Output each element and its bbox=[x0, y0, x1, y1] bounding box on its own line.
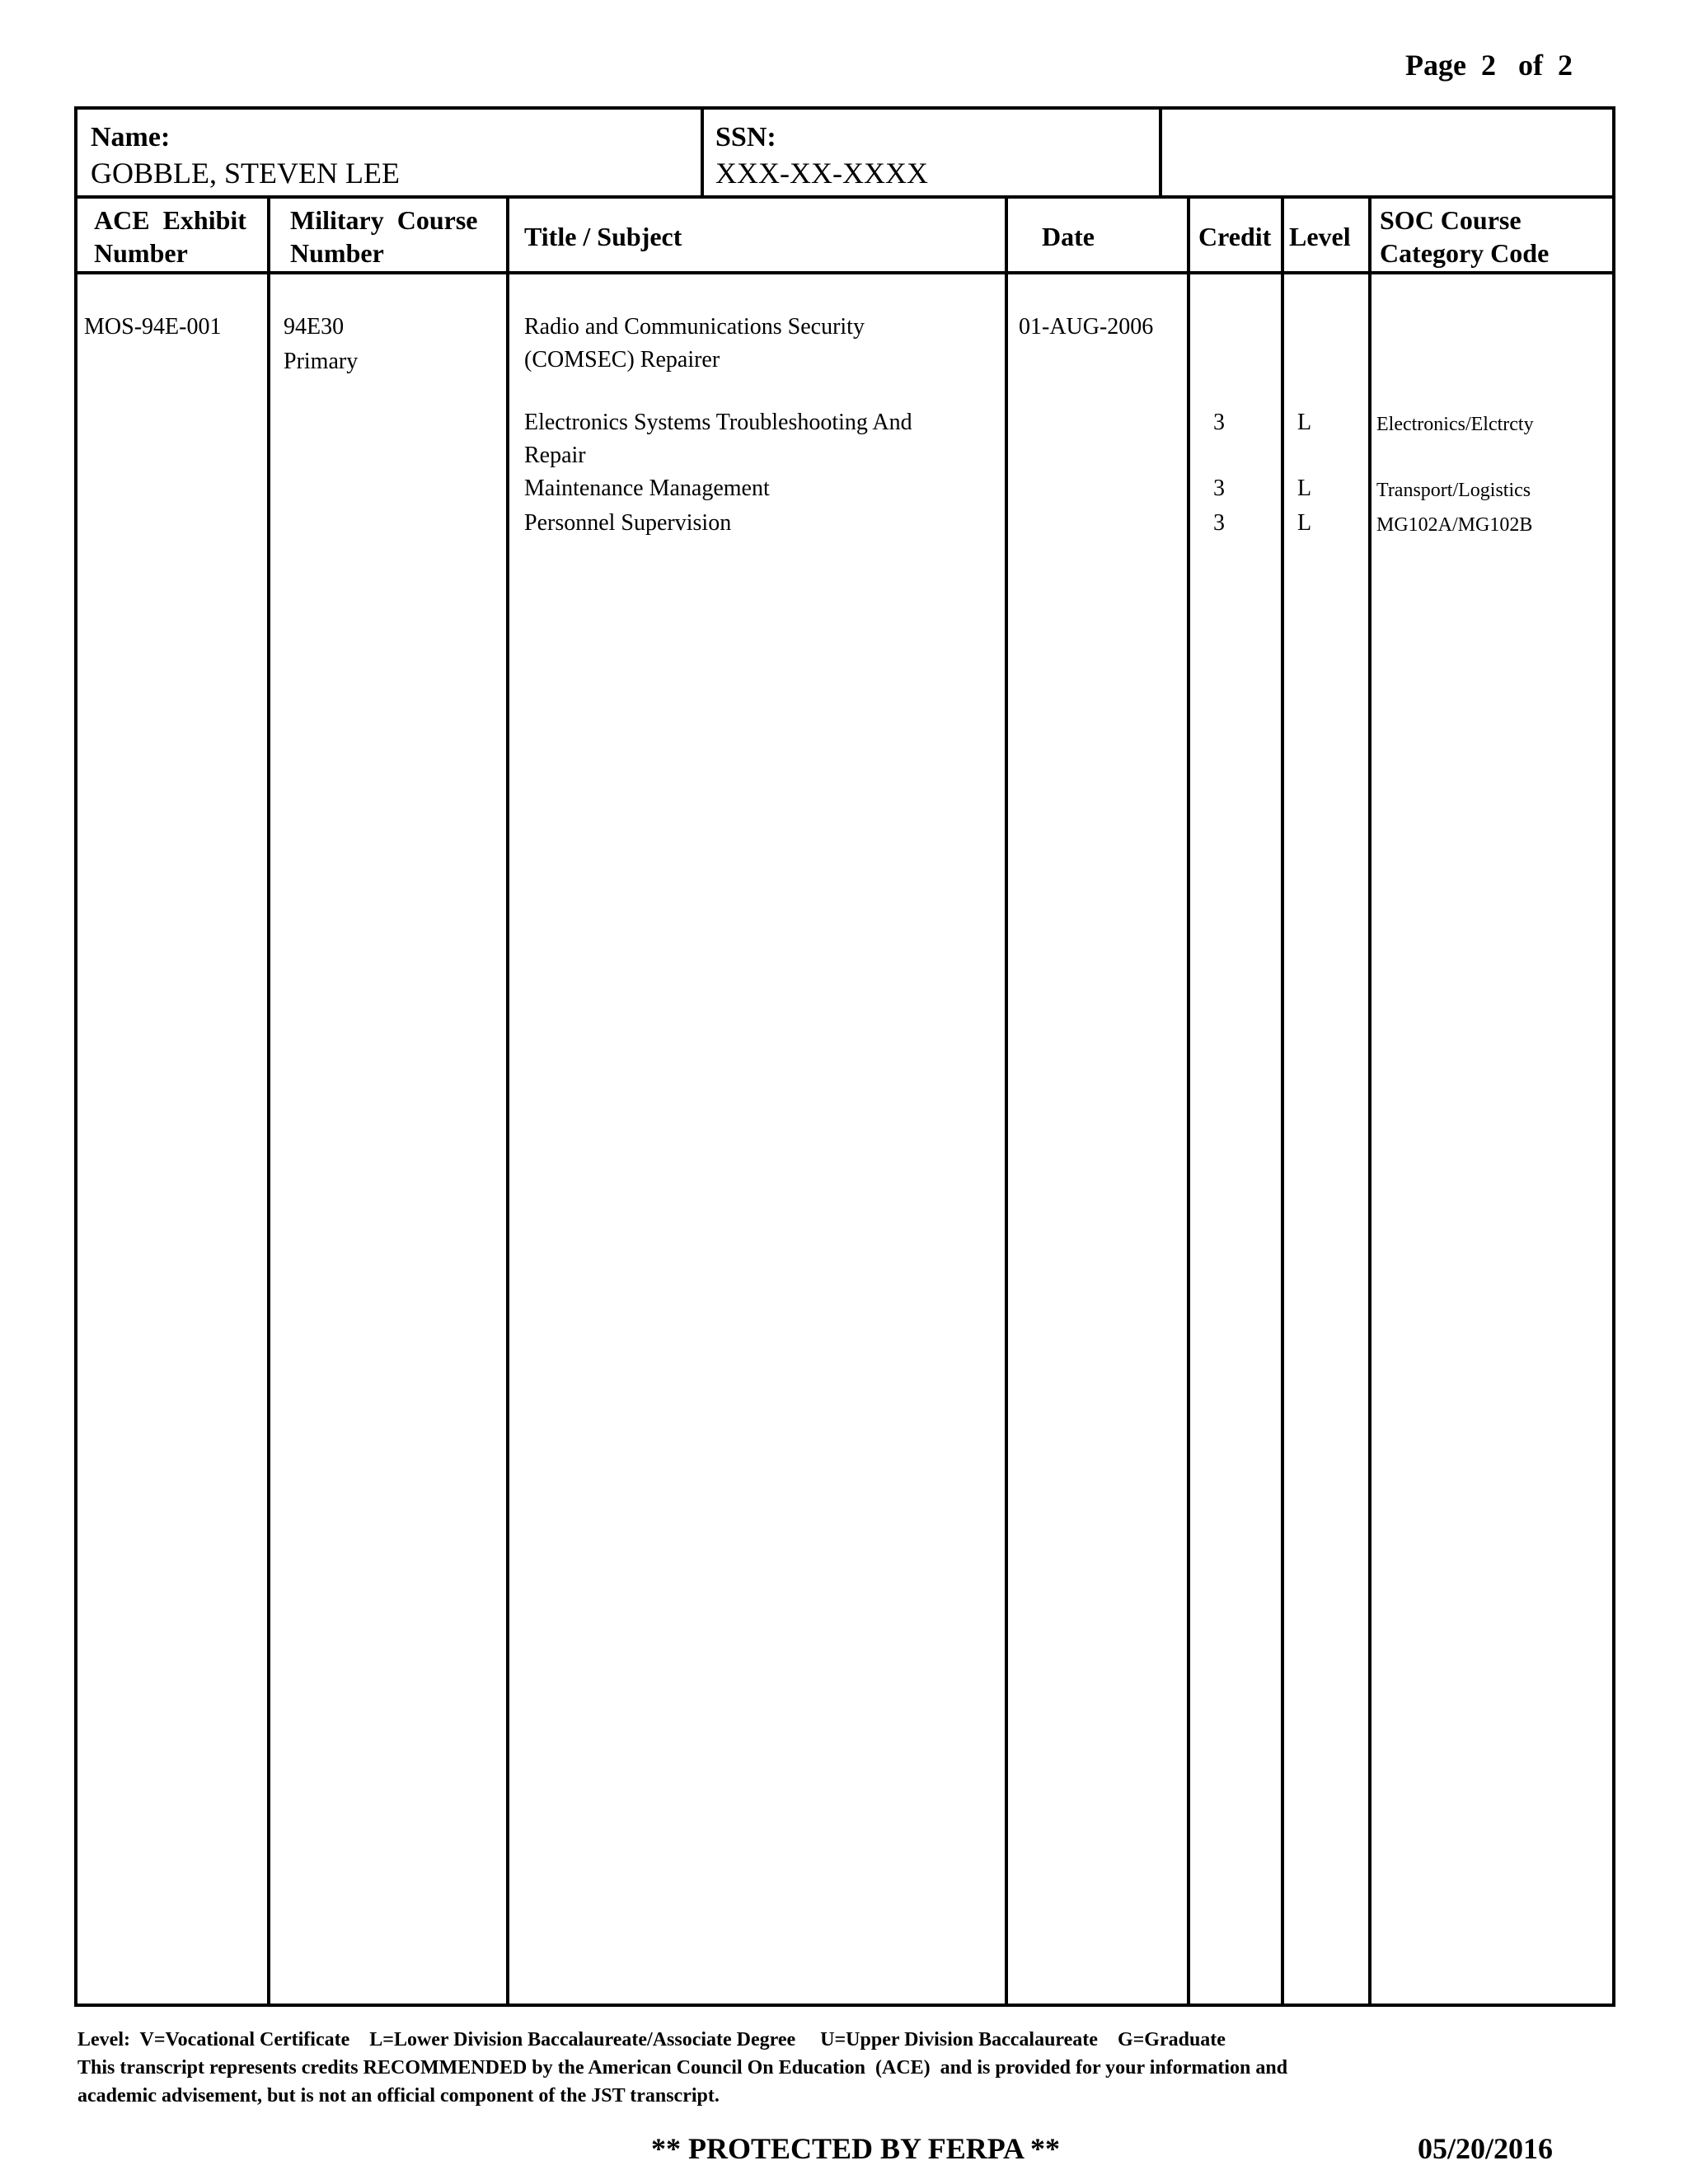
print-date: 05/20/2016 bbox=[1418, 2132, 1554, 2165]
ace-exhibit-number: MOS-94E-001 bbox=[84, 314, 222, 340]
transcript-table bbox=[74, 106, 1615, 2007]
subject-soc-code: Electronics/Elctrcty bbox=[1376, 414, 1534, 435]
col-level: Level bbox=[1289, 222, 1351, 251]
ferpa-notice: ** PROTECTED BY FERPA ** bbox=[651, 2132, 1061, 2165]
subject-soc-code: Transport/Logistics bbox=[1376, 480, 1531, 501]
page-total: 2 bbox=[1558, 49, 1573, 82]
subject-soc-code: MG102A/MG102B bbox=[1376, 514, 1533, 536]
divider-credit-level bbox=[1281, 195, 1284, 2004]
subject-level: L bbox=[1297, 510, 1312, 536]
name-cell bbox=[77, 110, 704, 195]
divider-title-date bbox=[1005, 195, 1008, 2004]
ssn-value: XXX-XX-XXXX bbox=[715, 157, 928, 190]
col-mil-line2: Number bbox=[290, 238, 384, 268]
column-header-row bbox=[77, 195, 1612, 274]
military-course-number: 94E30 bbox=[284, 314, 345, 340]
military-course-type: Primary bbox=[284, 349, 359, 374]
col-mil-line1: Military Course bbox=[290, 205, 478, 235]
course-title-line1: Radio and Communications Security bbox=[524, 314, 865, 340]
page-number bbox=[1405, 48, 1573, 82]
ssn-label: SSN: bbox=[715, 122, 776, 152]
course-title-line2: (COMSEC) Repairer bbox=[524, 347, 720, 373]
page-label: Page bbox=[1405, 49, 1466, 82]
divider-date-credit bbox=[1187, 195, 1190, 2004]
subject-title-line1: Electronics Systems Troubleshooting And bbox=[524, 410, 912, 435]
col-soc-line2: Category Code bbox=[1380, 238, 1550, 268]
course-date: 01-AUG-2006 bbox=[1019, 314, 1154, 340]
subject-credit: 3 bbox=[1213, 476, 1225, 501]
subject-title-line1: Maintenance Management bbox=[524, 476, 770, 501]
page-current: 2 bbox=[1481, 49, 1496, 82]
page-of-label: of bbox=[1518, 49, 1543, 82]
name-value: GOBBLE, STEVEN LEE bbox=[91, 157, 400, 190]
identity-row bbox=[77, 110, 1612, 199]
divider-level-soc bbox=[1368, 195, 1372, 2004]
subject-credit: 3 bbox=[1213, 410, 1225, 435]
col-ace-exhibit bbox=[94, 204, 246, 279]
col-title-subject: Title / Subject bbox=[524, 222, 682, 251]
subject-title-line1: Personnel Supervision bbox=[524, 510, 732, 536]
disclaimer-line2: academic advisement, but is not an official component of the JST transcript. bbox=[77, 2085, 720, 2107]
name-label: Name: bbox=[91, 122, 171, 152]
col-date: Date bbox=[1042, 222, 1095, 251]
col-credit: Credit bbox=[1198, 222, 1272, 251]
col-ace-line2: Number bbox=[94, 238, 188, 268]
col-soc-code bbox=[1380, 204, 1549, 279]
col-soc-line1: SOC Course bbox=[1380, 205, 1522, 235]
subject-credit: 3 bbox=[1213, 510, 1225, 536]
subject-title-line2: Repair bbox=[524, 443, 586, 468]
col-ace-line1: ACE Exhibit bbox=[94, 205, 246, 235]
disclaimer-line1: This transcript represents credits RECOMMENDED by the American Council On Education (ACE) and is provided for your information and bbox=[77, 2057, 1288, 2079]
subject-level: L bbox=[1297, 410, 1312, 435]
blank-cell bbox=[1162, 110, 1615, 195]
level-legend: Level: V=Vocational Certificate L=Lower Division Baccalaureate/Associate Degree U=Upper Division Baccalaureate G=Graduate bbox=[77, 2029, 1226, 2050]
subject-level: L bbox=[1297, 476, 1312, 501]
ssn-cell bbox=[704, 110, 1162, 195]
col-military-course bbox=[290, 204, 478, 279]
divider-ace-military bbox=[267, 195, 270, 2004]
legend-notes bbox=[77, 2026, 1561, 2110]
divider-military-title bbox=[506, 195, 509, 2004]
